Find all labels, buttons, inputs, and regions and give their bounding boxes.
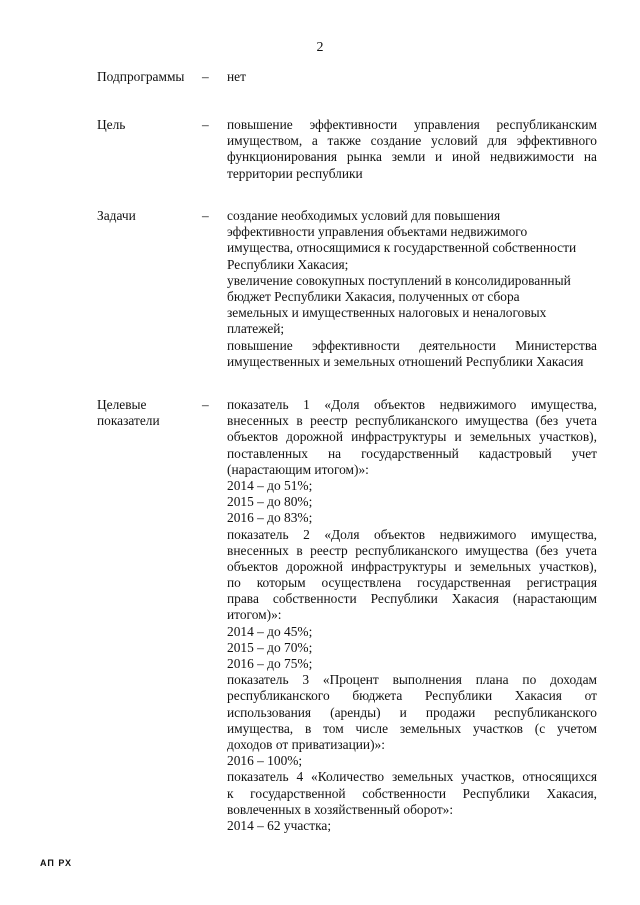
page-number: 2 xyxy=(316,40,324,55)
row-value xyxy=(227,69,597,85)
text-line: платежей; xyxy=(227,321,285,337)
text-line: объектов дорожной инфраструктуры и земельных участков), xyxy=(227,558,597,574)
row-label-line: Цель xyxy=(97,117,126,132)
text-line: 2016 – 100%; xyxy=(227,753,303,769)
text-line: объектов дорожной инфраструктуры и земельных участков), xyxy=(227,429,597,445)
text-line: имущества, в том числе земельных участков (с учетом xyxy=(227,720,597,736)
text-line: к государственной собственности Республики Хакасия, xyxy=(227,785,597,801)
row-label xyxy=(97,397,207,429)
row-label-line: Подпрограммы xyxy=(97,69,185,84)
text-line: земельных и имущественных налоговых и неналоговых xyxy=(227,305,547,321)
row-label xyxy=(97,208,207,224)
row-value xyxy=(227,117,597,182)
row-label-line: Задачи xyxy=(97,208,136,223)
row-label xyxy=(97,69,207,85)
text-line: 2016 – до 83%; xyxy=(227,510,313,526)
row-dash: – xyxy=(202,117,209,132)
text-line: имущества, относящимися к государственной собственности xyxy=(227,240,577,256)
text-line: повышение эффективности управления республиканским xyxy=(227,117,597,132)
text-line: 2015 – до 80%; xyxy=(227,494,313,510)
text-line: увеличение совокупных поступлений в консолидированный xyxy=(227,272,571,288)
text-line: 2014 – до 45%; xyxy=(227,623,313,639)
text-line: вовлеченных в хозяйственный оборот»: xyxy=(227,801,454,817)
text-line: эффективности управления объектами недвижимого xyxy=(227,224,528,240)
row-value xyxy=(227,397,597,834)
footer-mark: АП РХ xyxy=(40,858,73,868)
row-label xyxy=(97,117,207,133)
text-line: внесенных в реестр республиканского имущества (без учета xyxy=(227,413,597,429)
text-line: показатель 2 «Доля объектов недвижимого имущества, xyxy=(227,526,597,542)
text-line: создание необходимых условий для повышения xyxy=(227,208,501,223)
row-dash: – xyxy=(202,397,209,412)
text-line: внесенных в реестр республиканского имущества (без учета xyxy=(227,542,597,558)
text-line: по которым осуществлена государственная регистрация xyxy=(227,575,597,591)
text-line: 2016 – до 75%; xyxy=(227,656,313,671)
row-dash: – xyxy=(202,69,209,84)
text-line: доходов от приватизации)»: xyxy=(227,736,385,752)
text-line: показатель 3 «Процент выполнения плана по доходам xyxy=(227,672,597,688)
text-line: функционирования рынка земли и иной недвижимости на xyxy=(227,149,597,165)
text-line: территории республики xyxy=(227,165,363,181)
row-dash: – xyxy=(202,208,209,223)
text-line: имущественных и земельных отношений Республики Хакасия xyxy=(227,353,584,369)
row-label-line: Целевые xyxy=(97,397,147,412)
row-label-line: показатели xyxy=(97,413,160,429)
text-line: нет xyxy=(227,69,246,84)
text-line: Республики Хакасия; xyxy=(227,256,349,272)
text-line: (нарастающим итогом)»: xyxy=(227,461,369,477)
text-line: имуществом, а также создание условий для эффективного xyxy=(227,133,597,149)
text-line: показатель 1 «Доля объектов недвижимого имущества, xyxy=(227,397,597,412)
text-line: поставленных на государственный кадастровый учет xyxy=(227,445,597,461)
text-line: итогом)»: xyxy=(227,607,282,623)
text-line: 2014 – 62 участка; xyxy=(227,817,332,833)
text-line: 2014 – до 51%; xyxy=(227,477,313,493)
text-line: использования (аренды) и продажи республиканского xyxy=(227,704,597,720)
text-line: бюджет Республики Хакасия, полученных от сбора xyxy=(227,288,520,304)
text-line: республиканского бюджета Республики Хакасия от xyxy=(227,688,597,704)
text-line: права собственности Республики Хакасия (нарастающим xyxy=(227,591,597,607)
row-value xyxy=(227,208,597,370)
text-line: повышение эффективности деятельности Министерства xyxy=(227,337,597,353)
text-line: показатель 4 «Количество земельных участков, относящихся xyxy=(227,769,597,785)
text-line: 2015 – до 70%; xyxy=(227,639,313,655)
